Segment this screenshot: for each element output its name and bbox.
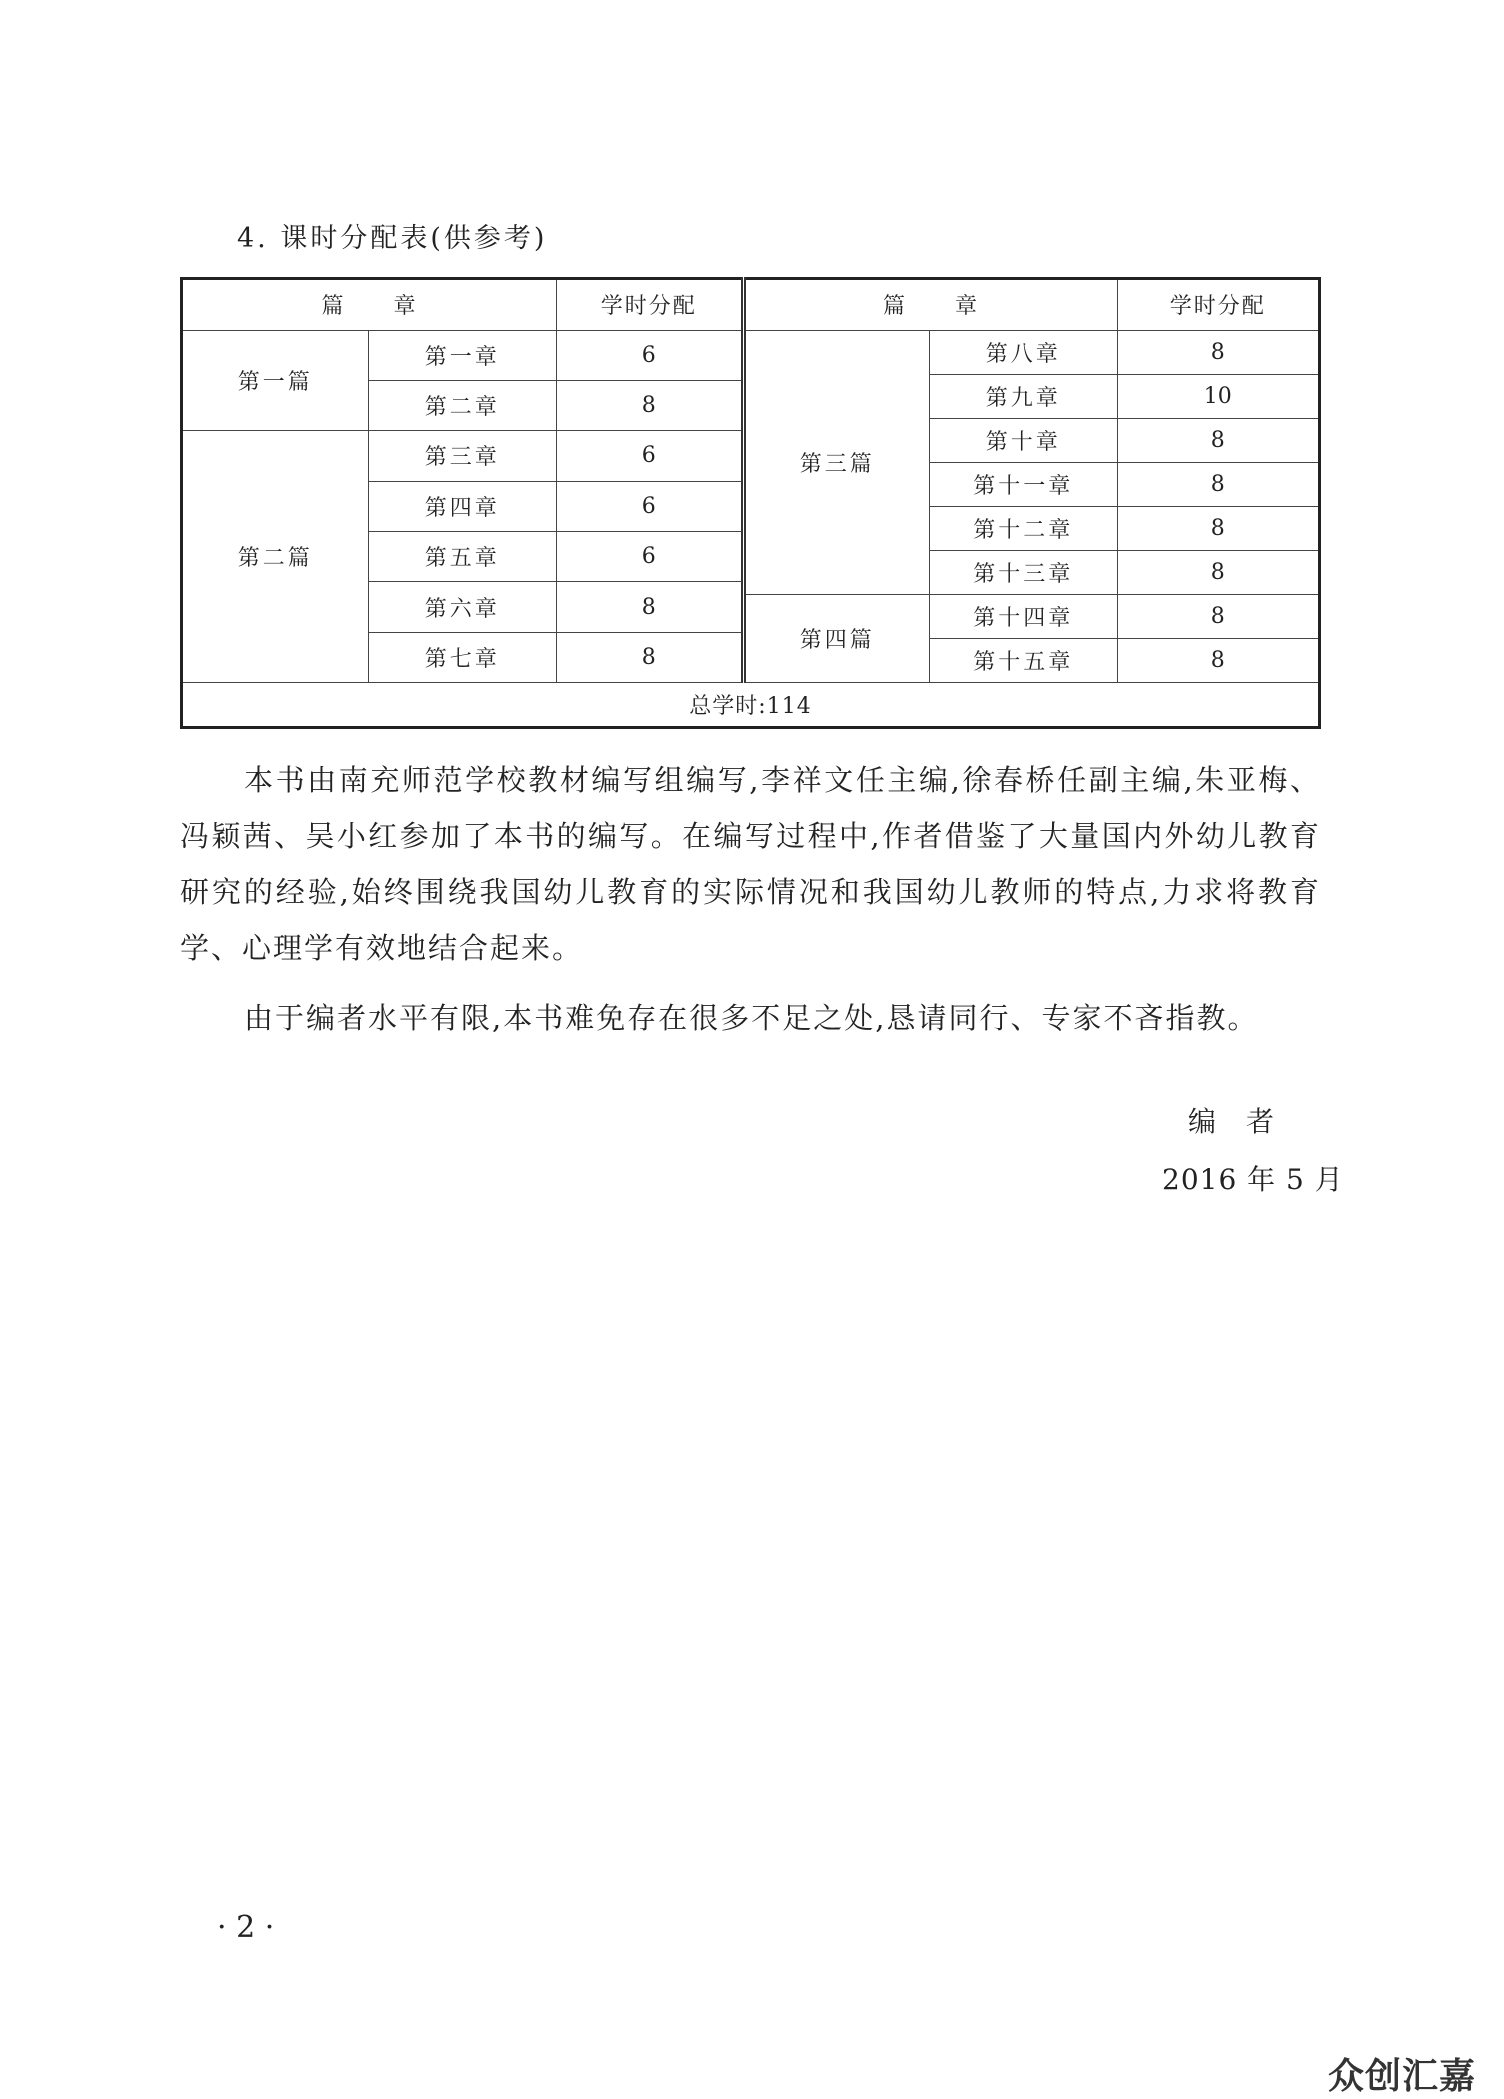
total-hours: 总学时:114 <box>182 683 1320 728</box>
watermark-logo: 众创汇嘉 <box>1328 2056 1477 2097</box>
part-cell: 第三篇 <box>743 330 930 594</box>
hours-cell: 6 <box>557 532 743 582</box>
hours-cell: 6 <box>557 431 743 481</box>
closing-paragraph: 由于编者水平有限,本书难免存在很多不足之处,恳请同行、专家不吝指教。 <box>244 1001 1259 1035</box>
hours-cell: 8 <box>1117 550 1319 594</box>
page-number: · 2 · <box>217 1910 275 1945</box>
chapter-cell: 第十三章 <box>930 550 1118 594</box>
chapter-cell: 第三章 <box>368 431 557 481</box>
hours-cell: 8 <box>1117 506 1319 550</box>
chapter-cell: 第五章 <box>368 532 557 582</box>
signature-date: 2016 年 5 月 <box>1162 1163 1344 1196</box>
chapter-cell: 第七章 <box>368 632 557 682</box>
header-part-right: 篇 章 <box>743 279 1117 331</box>
header-hours-left: 学时分配 <box>557 279 743 331</box>
part-cell: 第二篇 <box>182 431 369 683</box>
hours-cell: 8 <box>1117 418 1319 462</box>
chapter-cell: 第十二章 <box>930 506 1118 550</box>
hours-cell: 8 <box>557 632 743 682</box>
hours-cell: 6 <box>557 330 743 380</box>
hours-cell: 8 <box>1117 330 1319 374</box>
section-heading: 4. 课时分配表(供参考) <box>237 223 548 254</box>
header-part-left: 篇 章 <box>182 279 557 331</box>
chapter-cell: 第十章 <box>930 418 1118 462</box>
intro-paragraph: 本书由南充师范学校教材编写组编写,李祥文任主编,徐春桥任副主编,朱亚梅、冯颖茜、吴小红参加了本书的编写。在编写过程中,作者借鉴了大量国内外幼儿教育研究的经验,始终围绕我国幼儿教育的实际情况和我国幼儿教师的特点,力求将教育学、心理学有效地结合起来。 <box>180 763 1321 965</box>
hours-cell: 8 <box>1117 462 1319 506</box>
part-cell: 第四篇 <box>743 594 930 682</box>
signature-name: 编者 <box>1188 1105 1305 1138</box>
chapter-cell: 第二章 <box>368 380 557 430</box>
hours-cell: 8 <box>557 380 743 430</box>
schedule-table <box>180 277 1321 729</box>
chapter-cell: 第九章 <box>930 374 1118 418</box>
part-cell: 第一篇 <box>182 330 369 431</box>
chapter-cell: 第四章 <box>368 481 557 531</box>
chapter-cell: 第十五章 <box>930 639 1118 683</box>
hours-cell: 10 <box>1117 374 1319 418</box>
hours-cell: 8 <box>557 582 743 632</box>
hours-cell: 6 <box>557 481 743 531</box>
chapter-cell: 第六章 <box>368 582 557 632</box>
hours-cell: 8 <box>1117 594 1319 638</box>
chapter-cell: 第十四章 <box>930 594 1118 638</box>
hours-cell: 8 <box>1117 639 1319 683</box>
chapter-cell: 第八章 <box>930 330 1118 374</box>
header-hours-right: 学时分配 <box>1117 279 1319 331</box>
chapter-cell: 第十一章 <box>930 462 1118 506</box>
chapter-cell: 第一章 <box>368 330 557 380</box>
